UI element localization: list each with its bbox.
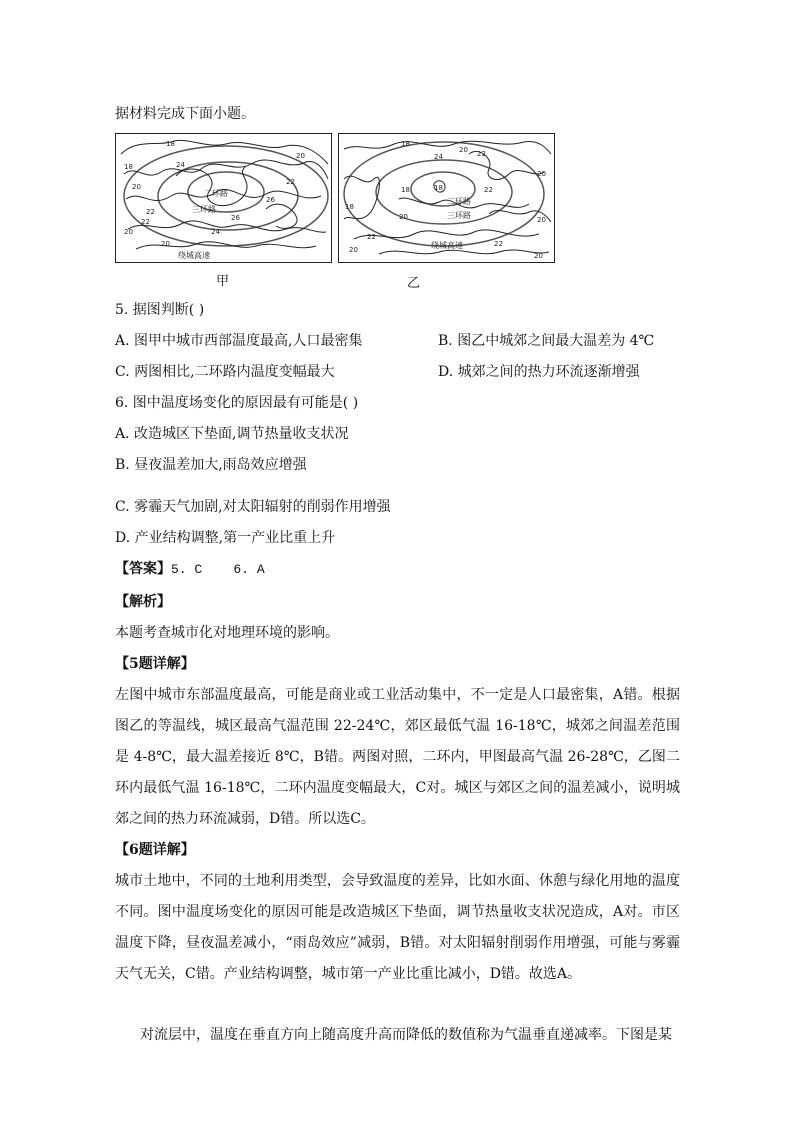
isoline-label: 20 (124, 228, 133, 236)
isoline-label: 20 (459, 146, 468, 154)
answer-text: 5. C 6. A (171, 562, 265, 577)
road-label-mid: 三环路 (192, 205, 216, 214)
isoline-label: 24 (434, 153, 443, 161)
isoline-label: 22 (141, 218, 150, 226)
detail-5-text: 左图中城市东部温度最高，可能是商业或工业活动集中，不一定是人口最密集，A错。根据图乙的等温线，城区最高气温范围 22-24℃，郊区最低气温 16-18℃，城郊之间温差范围是 4-8℃，最大温差接近 8℃，B错。两图对照，二环内，甲图最高气温 26-28℃，乙图二环内最低气温 16-18℃，二环内温度变幅最大，C对。城区与郊区之间的温差减小，说明城郊之间的热力环流减弱，D错。所以选C。 (115, 687, 680, 827)
map-yi-caption: 乙 (407, 276, 421, 291)
isoline-label: 20 (537, 216, 546, 224)
road-label-outer: 绕城高速 (178, 251, 210, 260)
road-label-inner: 二环路 (204, 189, 228, 198)
isoline-label: 22 (367, 233, 376, 241)
isoline-label: 22 (146, 208, 155, 216)
answer-label: 【答案】 (115, 561, 171, 577)
isoline-label: 22 (286, 178, 295, 186)
isoline-label: 24 (211, 228, 220, 236)
q5-option-a: A. 图甲中城市西部温度最高,人口最密集 (115, 333, 363, 349)
detail-6-text: 城市土地中，不同的土地利用类型，会导致温度的差异，比如水面、休憩与绿化用地的温度不同。图中温度场变化的原因可能是改造城区下垫面，调节热量收支状况造成，A对。市区温度下降，昼夜温差减小，“雨岛效应”减弱，B错。对太阳辐射削弱作用增强，可能与雾霾天气无关，C错。产业结构调整，城市第一产业比重比减小，D错。故选A。 (115, 873, 680, 982)
isoline-label: 18 (401, 186, 410, 194)
q6-option-d: D. 产业结构调整,第一产业比重上升 (115, 530, 336, 546)
road-label-outer: 绕城高速 (431, 241, 463, 250)
detail-5-label: 【5题详解】 (115, 656, 195, 672)
q6-option-b: B. 昼夜温差加大,雨岛效应增强 (115, 457, 307, 473)
isoline-label: 18 (345, 203, 354, 211)
next-question-text: 对流层中，温度在垂直方向上随高度升高而降低的数值称为气温垂直递减率。下图是某 (140, 1027, 672, 1043)
isoline-label: 18 (124, 163, 133, 171)
answer-line (115, 559, 265, 580)
q6-option-a: A. 改造城区下垫面,调节热量收支状况 (115, 426, 349, 442)
isoline-label: 20 (296, 152, 305, 160)
map-yi (338, 133, 555, 263)
road-label-inner: 二环路 (447, 197, 471, 206)
isoline-label: 22 (494, 240, 503, 248)
map-jia (115, 133, 332, 263)
analysis-text: 本题考查城市化对地理环境的影响。 (115, 625, 339, 641)
q6-option-c: C. 雾霾天气加剧,对太阳辐射的削弱作用增强 (115, 499, 391, 515)
isoline-label: 20 (399, 213, 408, 221)
isoline-label: 20 (534, 252, 543, 260)
isoline-label: 20 (161, 240, 170, 248)
detail-6-label: 【6题详解】 (115, 842, 195, 858)
map-jia-caption: 甲 (216, 274, 230, 289)
q5-option-b: B. 图乙中城郊之间最大温差为 4℃ (438, 333, 655, 349)
isoline-label: 18 (166, 140, 175, 148)
isoline-label: 24 (176, 161, 185, 169)
isoline-label: 22 (477, 150, 486, 158)
isoline-label: 22 (484, 186, 493, 194)
q5-option-c: C. 两图相比,二环路内温度变幅最大 (115, 364, 335, 380)
road-label-mid: 三环路 (447, 211, 471, 220)
analysis-label: 【解析】 (115, 594, 171, 610)
isoline-label: 18 (434, 184, 443, 192)
isoline-label: 20 (132, 183, 141, 191)
q6-stem: 6. 图中温度场变化的原因最有可能是( ) (115, 395, 359, 411)
q5-option-d: D. 城郊之间的热力环流逐渐增强 (438, 364, 640, 380)
map-jia-drawing (116, 134, 331, 262)
isoline-label: 26 (231, 214, 240, 222)
q5-stem: 5. 据图判断( ) (115, 302, 205, 318)
map-yi-drawing (339, 134, 554, 262)
intro-text: 据材料完成下面小题。 (115, 106, 255, 122)
isoline-label: 18 (401, 140, 410, 148)
isoline-label: 26 (266, 196, 275, 204)
isoline-label: 20 (537, 170, 546, 178)
isoline-label: 20 (349, 246, 358, 254)
